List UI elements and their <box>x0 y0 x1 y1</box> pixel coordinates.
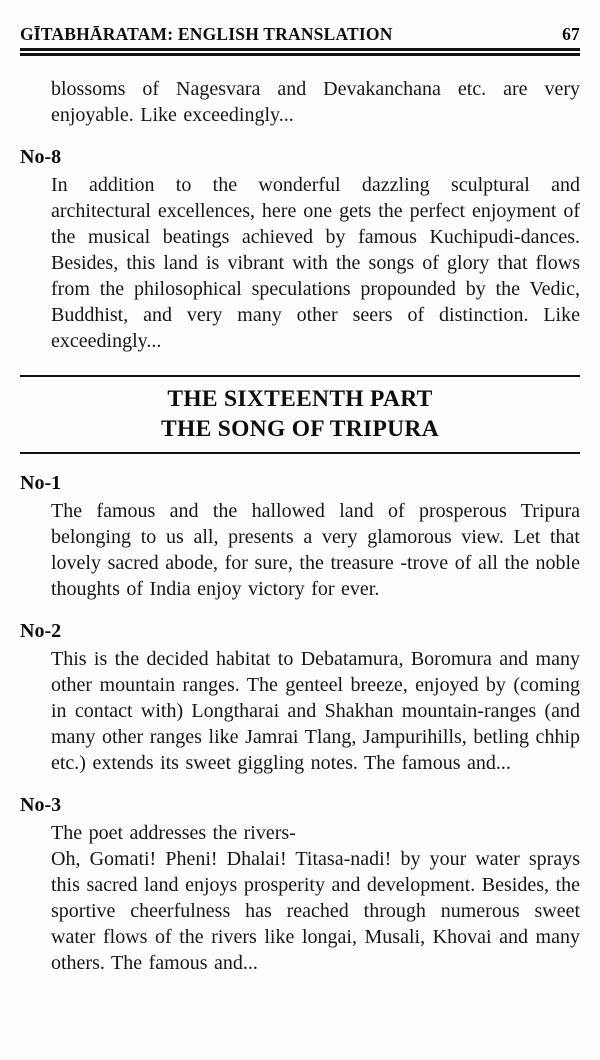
verse-no2 <box>20 619 580 776</box>
page-number: 67 <box>562 24 580 44</box>
page-body <box>20 76 580 976</box>
verse-label-no3: No-3 <box>20 794 62 816</box>
verse-no1 <box>20 471 580 602</box>
verse-label-no2: No-2 <box>20 620 62 642</box>
verse-text-no8: In addition to the wonderful dazzling sculptural and architectural excellences, here one gets the perfect enjoyment of the musical beatings achieved by famous Kuchipudi-dances. Besides, this land is vibrant with the songs of glory that flows from the philosophical speculations propounded by the Vedic, Buddhist, and very many other seers of distinction. Like exceedingly... <box>51 174 580 352</box>
part-title-text <box>20 377 580 452</box>
running-head-title: GĪTABHĀRATAM: ENGLISH TRANSLATION <box>20 24 393 44</box>
verse-no3 <box>20 793 580 976</box>
part-title-rule-bottom <box>20 452 580 454</box>
verse-no8 <box>20 145 580 354</box>
part-title-block <box>20 375 580 454</box>
verse-intro-no3: The poet addresses the rivers- <box>51 822 296 844</box>
header-double-rule <box>20 48 580 56</box>
part-title-line2: THE SONG OF TRIPURA <box>161 416 439 442</box>
verse-text-no2: This is the decided habitat to Debatamura, Boromura and many other mountain ranges. The genteel breeze, enjoyed by (coming in contact with) Longtharai and Shakhan mountain-ranges (and many other ranges like Jamrai Tlang, Jampurihills, betling chhip etc.) extends its sweet giggling notes. The famous and... <box>51 648 580 774</box>
verse-text-no1: The famous and the hallowed land of prosperous Tripura belonging to us all, presents a very glamorous view. Let that lovely sacred abode, for sure, the treasure -trove of all the noble thoughts of India enjoy victory for ever. <box>51 500 580 600</box>
part-title-line1: THE SIXTEENTH PART <box>167 386 433 412</box>
verse-text-no3: Oh, Gomati! Pheni! Dhalai! Titasa-nadi! by your water sprays this sacred land enjoys prosperity and development. Besides, the sportive cheerfulness has reached through numerous sweet water flows of the rivers like longai, Musali, Khovai and many others. The famous and... <box>51 848 580 974</box>
page-header <box>20 24 580 44</box>
verse-label-no8: No-8 <box>20 146 62 168</box>
verse-label-no1: No-1 <box>20 472 62 494</box>
paragraph-continuation: blossoms of Nagesvara and Devakanchana etc. are very enjoyable. Like exceedingly... <box>51 78 580 126</box>
